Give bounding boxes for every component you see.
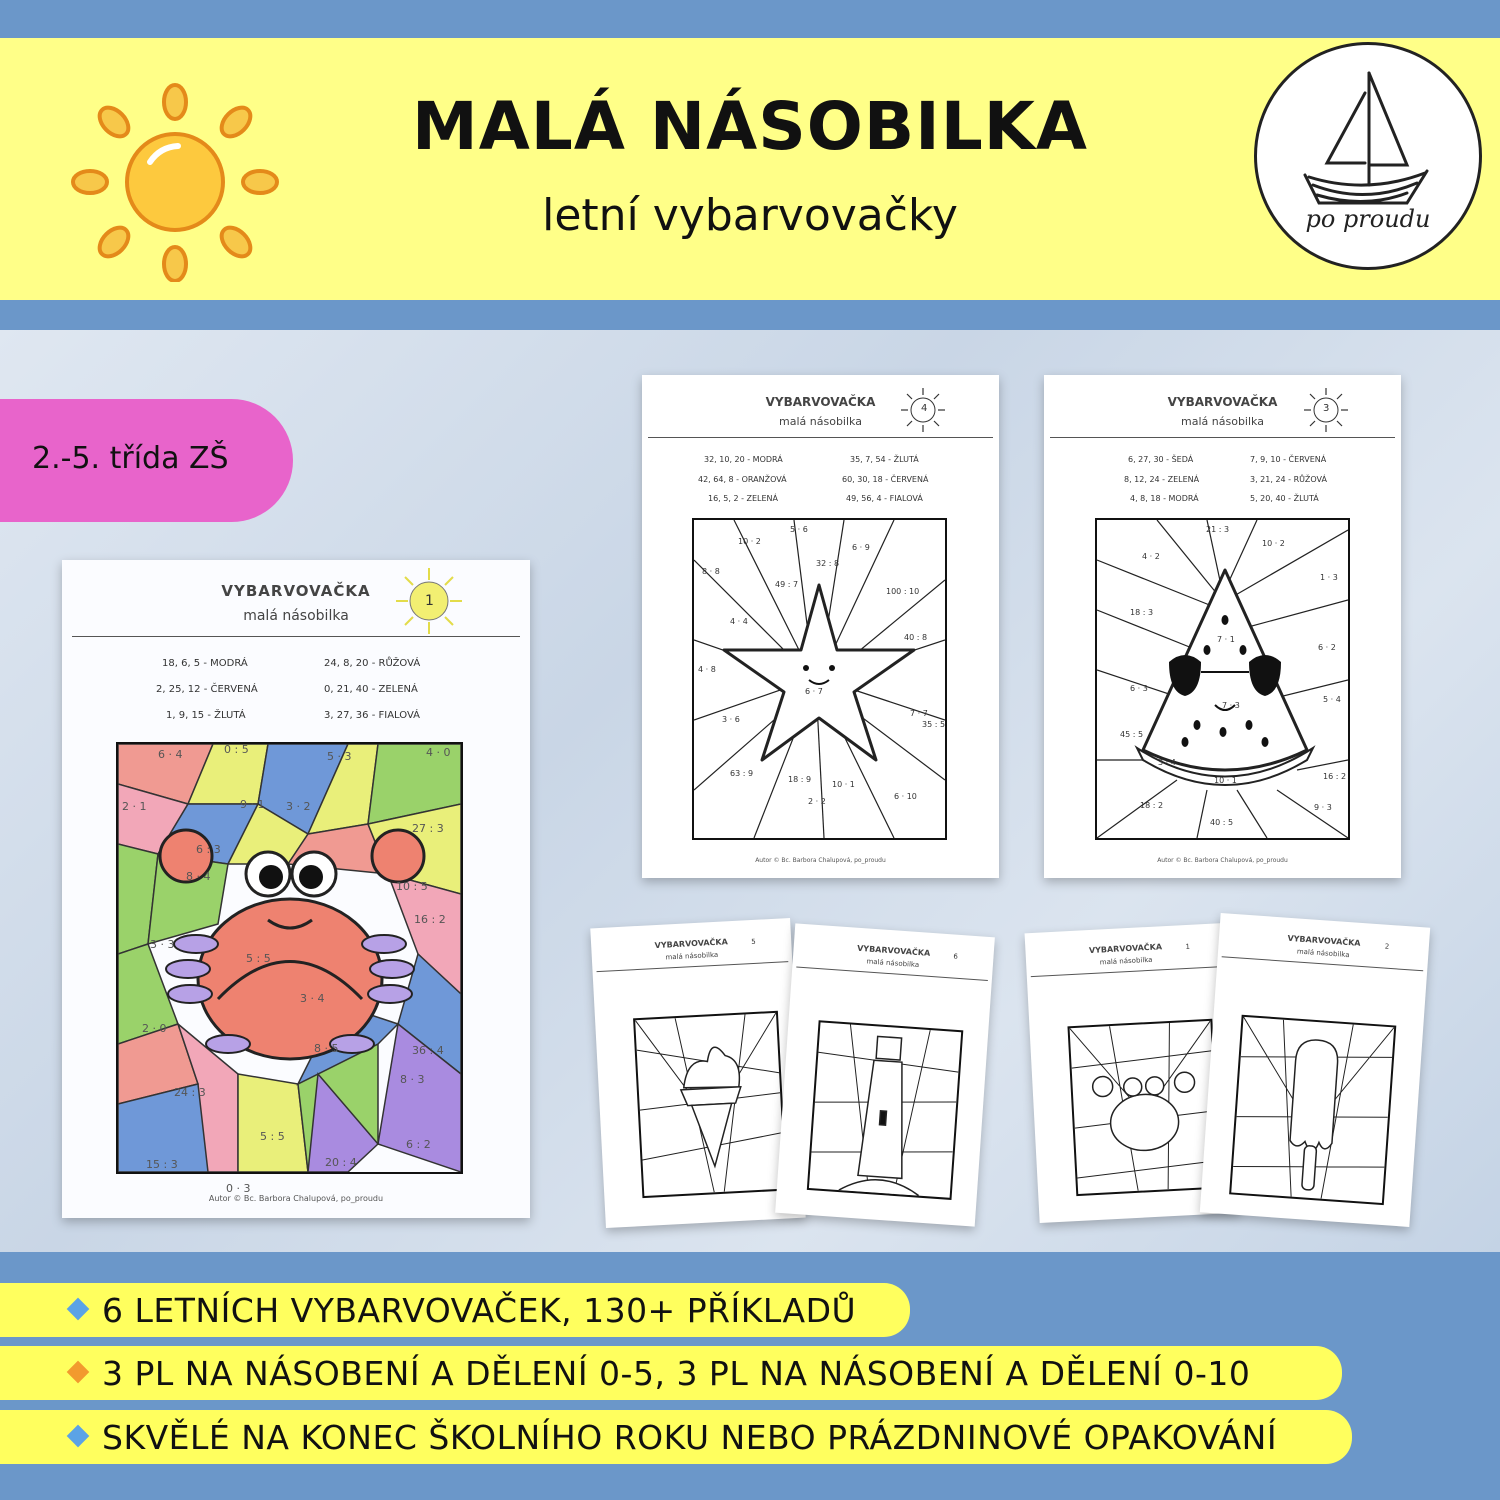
exercise-label: 3 · 4 (1158, 758, 1176, 767)
coloring-grid (1229, 1015, 1396, 1205)
feature-text: 6 LETNÍCH VYBARVOVAČEK, 130+ PŘÍKLADŮ (102, 1291, 857, 1330)
po-proudu-logo (1254, 42, 1482, 270)
exercise-label: 32 : 8 (816, 559, 840, 568)
legend-item: 1, 9, 15 - ŽLUTÁ (166, 710, 246, 721)
exercise-label: 40 : 5 (1210, 818, 1234, 827)
exercise-label: 4 · 8 (698, 665, 716, 674)
sheet-subtitle: malá násobilka (779, 415, 862, 428)
main-worksheet (62, 560, 530, 1218)
exercise-label: 7 · 1 (1217, 635, 1235, 644)
diamond-bullet-icon (67, 1361, 90, 1384)
legend-item: 24, 8, 20 - RŮŽOVÁ (324, 658, 421, 669)
exercise-label: 8 · 5 (314, 1042, 339, 1055)
exercise-label: 6 : 2 (406, 1138, 431, 1151)
legend-item: 8, 12, 24 - ZELENÁ (1124, 475, 1200, 484)
sheet-subtitle: malá násobilka (1296, 947, 1350, 960)
exercise-label: 6 · 2 (1318, 643, 1336, 652)
exercise-label: 4 · 2 (1142, 552, 1160, 561)
sheet-subtitle: malá násobilka (665, 950, 719, 962)
exercise-label: 18 : 3 (1130, 608, 1154, 617)
exercise-label: 8 · 8 (702, 567, 720, 576)
sheet-number: 1 (1185, 942, 1191, 952)
exercise-label: 10 · 2 (738, 537, 761, 546)
exercise-label: 20 : 4 (325, 1156, 357, 1169)
exercise-label: 6 · 10 (894, 792, 917, 801)
exercise-label: 1 · 3 (1320, 573, 1338, 582)
page-title: MALÁ NÁSOBILKA (412, 88, 1088, 165)
exercise-label: 8 · 3 (400, 1073, 425, 1086)
exercise-label: 6 · 4 (158, 748, 183, 761)
sheet-title: VYBARVOVAČKA (1167, 395, 1278, 409)
legend-item: 18, 6, 5 - MODRÁ (162, 658, 248, 669)
sheet-title: VYBARVOVAČKA (654, 937, 728, 951)
feature-row (0, 1346, 1342, 1400)
sheet-number: 1 (425, 593, 434, 609)
feature-row (0, 1410, 1352, 1464)
legend-item: 4, 8, 18 - MODRÁ (1130, 494, 1199, 503)
worksheet-watermelon (1044, 375, 1401, 878)
exercise-label: 36 : 4 (412, 1044, 444, 1057)
exercise-label: 6 · 7 (805, 687, 823, 696)
sheet-title: VYBARVOVAČKA (765, 395, 876, 409)
exercise-label: 5 : 5 (246, 952, 271, 965)
exercise-label: 3 · 2 (286, 800, 311, 813)
exercise-label: 5 · 3 (327, 750, 352, 763)
exercise-label: 7 · 7 (910, 709, 928, 718)
exercise-label: 49 : 7 (775, 580, 799, 589)
exercise-label: 3 · 3 (150, 938, 175, 951)
grade-badge (0, 399, 293, 522)
legend-item: 0, 21, 40 - ZELENÁ (324, 684, 418, 695)
exercise-label: 7 · 3 (1222, 701, 1240, 710)
legend-item: 6, 27, 30 - ŠEDÁ (1128, 455, 1194, 464)
sheet-number: 3 (1323, 403, 1330, 414)
sailboat-icon (1257, 45, 1479, 267)
exercise-label: 2 · 2 (808, 797, 826, 806)
exercise-label: 24 : 3 (174, 1086, 206, 1099)
crab-icon (1070, 1021, 1219, 1194)
coloring-grid (1067, 1019, 1221, 1196)
diamond-bullet-icon (67, 1298, 90, 1321)
sheet-subtitle: malá násobilka (866, 957, 920, 970)
popsicle-icon (1231, 1017, 1394, 1203)
sheet-number: 2 (1384, 942, 1390, 951)
exercise-label: 6 : 3 (196, 843, 221, 856)
exercise-label: 100 : 10 (886, 587, 920, 596)
diamond-bullet-icon (67, 1425, 90, 1448)
exercise-label: 4 · 4 (730, 617, 748, 626)
exercise-label: 15 : 3 (146, 1158, 178, 1171)
exercise-label: 3 · 4 (300, 992, 325, 1005)
exercise-label: 10 · 1 (832, 780, 855, 789)
exercise-label: 10 · 1 (1214, 776, 1237, 785)
exercise-label: 40 : 8 (904, 633, 928, 642)
exercise-label: 16 : 2 (1323, 772, 1347, 781)
sheet-number: 6 (953, 952, 959, 961)
exercise-label: 18 : 2 (1140, 801, 1164, 810)
exercise-label: 0 : 5 (224, 743, 249, 756)
legend-item: 49, 56, 4 - FIALOVÁ (846, 494, 923, 503)
legend-item: 3, 27, 36 - FIALOVÁ (324, 710, 420, 721)
watermelon-icon (1097, 520, 1348, 838)
coloring-grid (633, 1011, 787, 1198)
exercise-label: 5 · 4 (1323, 695, 1341, 704)
coloring-grid (1095, 518, 1350, 840)
sheet-title: VYBARVOVAČKA (1287, 933, 1361, 948)
worksheet-starfish (642, 375, 999, 878)
sheet-footer: Autor © Bc. Barbora Chalupová, po_proudu (208, 1194, 384, 1203)
sheet-divider (648, 437, 993, 438)
legend-item: 60, 30, 18 - ČERVENÁ (842, 475, 929, 484)
exercise-label: 6 · 9 (852, 543, 870, 552)
exercise-label: 27 : 3 (412, 822, 444, 835)
grade-badge-label: 2.-5. třída ZŠ (32, 441, 229, 476)
exercise-label: 0 · 3 (226, 1182, 251, 1195)
feature-row (0, 1283, 910, 1337)
exercise-label: 4 · 0 (426, 746, 451, 759)
exercise-label: 63 : 9 (730, 769, 754, 778)
exercise-label: 10 · 2 (1262, 539, 1285, 548)
legend-item: 35, 7, 54 - ŽLUTÁ (850, 455, 919, 464)
legend-item: 7, 9, 10 - ČERVENÁ (1250, 455, 1327, 464)
exercise-label: 2 · 1 (122, 800, 147, 813)
exercise-label: 35 : 5 (922, 720, 946, 729)
exercise-label: 6 · 3 (1130, 684, 1148, 693)
exercise-label: 16 : 2 (414, 913, 446, 926)
worksheet-icecream (590, 918, 805, 1228)
sheet-subtitle: malá násobilka (1181, 415, 1264, 428)
sheet-divider (1050, 437, 1395, 438)
icecream-icon (635, 1013, 785, 1196)
top-band (0, 0, 1500, 38)
exercise-label: 5 : 5 (260, 1130, 285, 1143)
exercise-label: 9 · 1 (240, 798, 265, 811)
exercise-label: 45 : 5 (1120, 730, 1144, 739)
exercise-label: 21 : 3 (1206, 525, 1230, 534)
exercise-label: 10 : 5 (396, 880, 428, 893)
coloring-grid (807, 1020, 964, 1200)
exercise-label: 5 · 6 (790, 525, 808, 534)
sheet-title: VYBARVOVAČKA (1088, 942, 1163, 956)
legend-item: 3, 21, 24 - RŮŽOVÁ (1250, 475, 1327, 484)
exercise-label: 9 · 3 (1314, 803, 1332, 812)
feature-text: 3 PL NA NÁSOBENÍ A DĚLENÍ 0-5, 3 PL NA NÁSOBENÍ A DĚLENÍ 0-10 (102, 1354, 1251, 1393)
sheet-number: 5 (751, 937, 756, 947)
lighthouse-icon (809, 1022, 961, 1197)
sheet-title: VYBARVOVAČKA (856, 943, 931, 958)
sheet-subtitle: malá násobilka (243, 608, 349, 624)
sheet-subtitle: malá násobilka (1099, 955, 1153, 967)
legend-item: 42, 64, 8 - ORANŽOVÁ (698, 475, 787, 484)
exercise-label: 8 · 4 (186, 870, 211, 883)
exercise-label: 18 : 9 (788, 775, 812, 784)
feature-text: SKVĚLÉ NA KONEC ŠKOLNÍHO ROKU NEBO PRÁZDNINOVÉ OPAKOVÁNÍ (102, 1418, 1278, 1457)
logo-text: po proudu (1305, 205, 1431, 233)
legend-item: 32, 10, 20 - MODRÁ (704, 455, 783, 464)
worksheet-popsicle (1200, 913, 1430, 1227)
sheet-divider (72, 636, 520, 637)
sheet-number: 4 (921, 403, 928, 414)
sheet-footer: Autor © Bc. Barbora Chalupová, po_proudu (1157, 857, 1288, 864)
worksheet-lighthouse (775, 923, 995, 1226)
sheet-footer: Autor © Bc. Barbora Chalupová, po_proudu (755, 857, 886, 864)
mid-band (0, 300, 1500, 330)
legend-item: 5, 20, 40 - ŽLUTÁ (1250, 494, 1319, 503)
page-subtitle: letní vybarvovačky (542, 190, 958, 241)
sheet-title: VYBARVOVAČKA (221, 582, 371, 600)
legend-item: 16, 5, 2 - ZELENÁ (708, 494, 779, 503)
exercise-label: 2 · 0 (142, 1022, 167, 1035)
exercise-label: 3 · 6 (722, 715, 740, 724)
legend-item: 2, 25, 12 - ČERVENÁ (156, 684, 258, 695)
